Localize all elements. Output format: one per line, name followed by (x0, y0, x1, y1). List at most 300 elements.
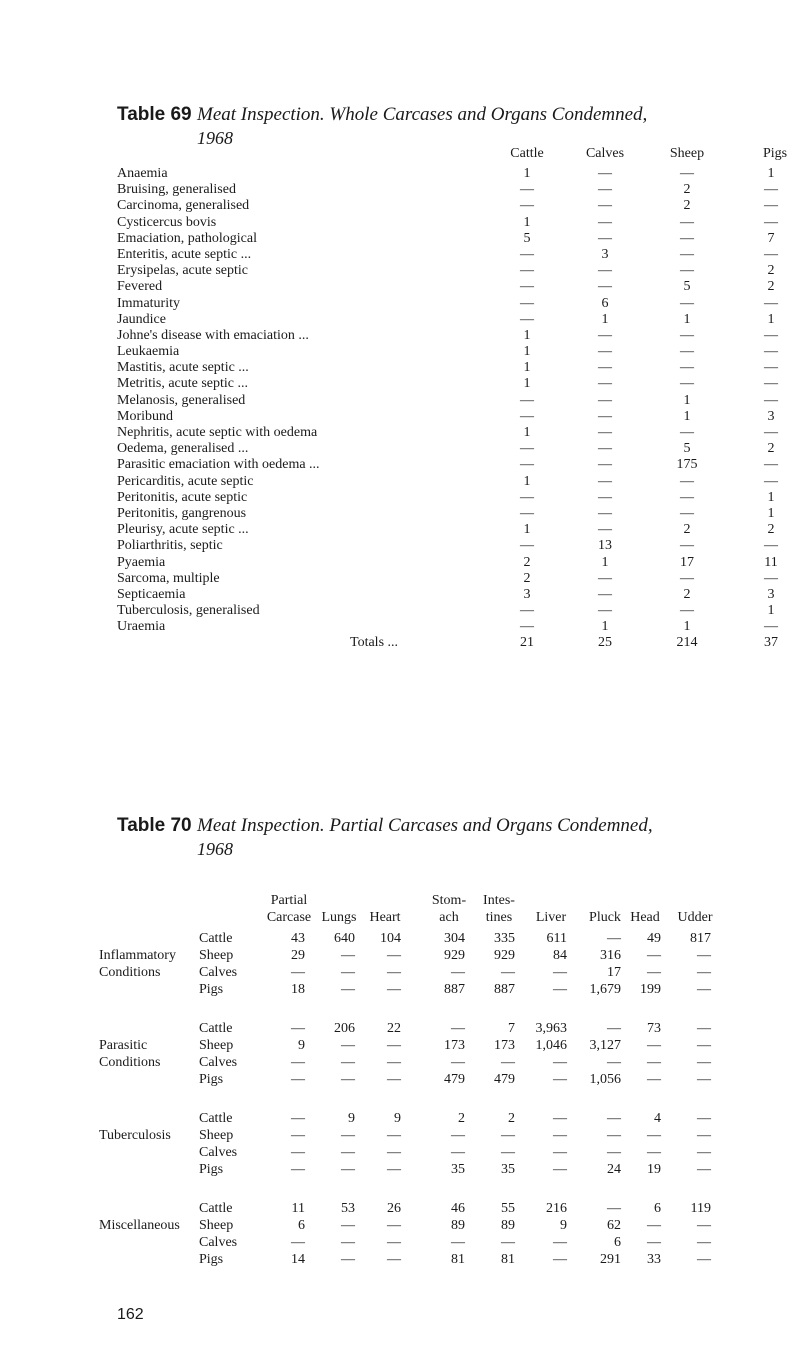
table-cell: — (697, 1055, 711, 1070)
table-cell: 24 (607, 1162, 621, 1177)
cell-pigs: — (764, 246, 778, 262)
cell-cattle: 3 (523, 586, 531, 602)
cell-calves: — (598, 392, 612, 408)
col-header-line1 (665, 892, 725, 909)
condition-label: Mastitis, acute septic ... (117, 360, 249, 376)
cell-sheep: 1 (683, 619, 691, 635)
table-cell: — (647, 965, 661, 980)
table-cell: 19 (647, 1162, 661, 1177)
cell-sheep: 5 (683, 441, 691, 457)
cell-sheep: — (680, 360, 694, 376)
table-cell: — (647, 1055, 661, 1070)
cell-calves: — (598, 198, 612, 214)
table-row (117, 1037, 797, 1054)
cell-pigs: 1 (767, 505, 775, 521)
table-row (117, 215, 797, 231)
table-cell: — (697, 965, 711, 980)
cell-sheep: — (680, 327, 694, 343)
cell-calves: — (598, 230, 612, 246)
table-row (117, 296, 797, 312)
cell-cattle: — (520, 279, 534, 295)
cell-calves: — (598, 214, 612, 230)
cell-sheep: — (680, 230, 694, 246)
cell-pigs: — (764, 295, 778, 311)
cell-cattle: — (520, 441, 534, 457)
condition-label: Pericarditis, acute septic (117, 473, 254, 489)
table-cell: — (647, 1128, 661, 1143)
cell-cattle: 2 (523, 554, 531, 570)
table-row (117, 279, 797, 295)
table-cell: — (553, 1235, 567, 1250)
condition-label: Uraemia (117, 619, 166, 635)
cell-sheep: — (680, 295, 694, 311)
cell-pigs: 7 (767, 230, 775, 246)
cell-sheep: 175 (676, 457, 698, 473)
cell-calves: 1 (601, 554, 609, 570)
table-cell: — (341, 1055, 355, 1070)
cell-calves: — (598, 344, 612, 360)
table-cell: — (341, 965, 355, 980)
table-cell: — (647, 1145, 661, 1160)
table-row (117, 1234, 797, 1251)
table-cell: 199 (640, 982, 661, 997)
table-cell: — (341, 1038, 355, 1053)
species-label: Pigs (199, 982, 224, 997)
table-cell: — (291, 1128, 305, 1143)
species-label: Pigs (199, 1072, 224, 1087)
table-cell: — (647, 1218, 661, 1233)
species-label: Cattle (199, 931, 233, 946)
condition-label: Oedema, generalised ... (117, 441, 249, 457)
species-label: Calves (199, 965, 238, 980)
table-cell: — (451, 1235, 465, 1250)
cell-pigs: — (764, 392, 778, 408)
cell-cattle: — (520, 263, 534, 279)
table-cell: — (387, 1038, 401, 1053)
table-cell: — (387, 1235, 401, 1250)
table-row (117, 964, 797, 981)
cell-cattle: 1 (523, 327, 531, 343)
cell-cattle: 1 (523, 214, 531, 230)
cell-cattle: 1 (523, 166, 531, 181)
cell-pigs: — (764, 457, 778, 473)
table-row (117, 555, 797, 571)
table-cell: 173 (444, 1038, 465, 1053)
condition-label: Fevered (117, 279, 163, 295)
condition-label: Moribund (117, 408, 173, 424)
table-row (117, 1251, 797, 1268)
table-row (117, 522, 797, 538)
table-cell: 17 (607, 965, 621, 980)
cell-pigs: 2 (767, 263, 775, 279)
cell-sheep: — (680, 538, 694, 554)
table-cell: 26 (387, 1201, 401, 1216)
condition-label: Pyaemia (117, 554, 166, 570)
table-row (117, 1110, 797, 1127)
condition-label: Sarcoma, multiple (117, 570, 220, 586)
table-cell: — (647, 948, 661, 963)
condition-label: Anaemia (117, 166, 168, 181)
table-row (117, 247, 797, 263)
cell-sheep: — (680, 489, 694, 505)
table-cell: — (501, 1055, 515, 1070)
cell-sheep: 17 (680, 554, 694, 570)
cell-sheep: — (680, 376, 694, 392)
cell-cattle: — (520, 392, 534, 408)
row-group (99, 1020, 797, 1102)
cell-cattle: — (520, 182, 534, 198)
condition-label: Melanosis, generalised (117, 392, 246, 408)
table-cell: — (341, 1072, 355, 1087)
condition-label: Carcinoma, generalised (117, 198, 250, 214)
cell-calves: — (598, 376, 612, 392)
table-cell: 9 (394, 1111, 401, 1126)
table-cell: 84 (553, 948, 567, 963)
cell-calves: — (598, 522, 612, 538)
table-69-body (117, 166, 797, 635)
table-cell: 89 (501, 1218, 515, 1233)
table-cell: 89 (451, 1218, 465, 1233)
table-cell: — (387, 982, 401, 997)
table-row (117, 1200, 797, 1217)
table-cell: — (697, 1145, 711, 1160)
table-cell: 817 (690, 931, 711, 946)
cell-pigs: — (764, 376, 778, 392)
table-cell: 33 (647, 1252, 661, 1267)
row-group (99, 930, 797, 1012)
table-cell: 62 (607, 1218, 621, 1233)
table-cell: 18 (291, 982, 305, 997)
table-cell: 316 (600, 948, 621, 963)
col-header-line2: Carcase (266, 910, 312, 925)
table-cell: 291 (600, 1252, 621, 1267)
species-label: Pigs (199, 1252, 224, 1267)
table-70-heading (117, 815, 653, 860)
condition-label: Peritonitis, gangrenous (117, 505, 247, 521)
table-cell: — (501, 1235, 515, 1250)
table-row (117, 166, 797, 182)
species-label: Calves (199, 1235, 238, 1250)
species-label: Calves (199, 1145, 238, 1160)
table-row (117, 182, 797, 198)
table-cell: 479 (444, 1072, 465, 1087)
cell-pigs: — (764, 619, 778, 635)
table-cell: — (607, 1021, 621, 1036)
table-row (117, 376, 797, 392)
table-cell: — (387, 1162, 401, 1177)
cell-pigs: — (764, 198, 778, 214)
table-cell: — (553, 1111, 567, 1126)
table-cell: — (387, 1145, 401, 1160)
table-cell: — (647, 1038, 661, 1053)
cell-sheep: — (680, 570, 694, 586)
condition-label: Pleurisy, acute septic ... (117, 522, 249, 538)
col-header-line2: Heart (369, 910, 401, 925)
table-row (117, 344, 797, 360)
table-cell: — (341, 1128, 355, 1143)
col-header-sheep: Sheep (669, 146, 705, 161)
table-cell: — (341, 1145, 355, 1160)
table-cell: 887 (444, 982, 465, 997)
table-cell: 206 (334, 1021, 355, 1036)
condition-label: Jaundice (117, 311, 166, 327)
cell-calves: 1 (601, 311, 609, 327)
cell-calves: — (598, 166, 612, 181)
table-cell: — (647, 1235, 661, 1250)
cell-pigs: 2 (767, 522, 775, 538)
table-cell: — (553, 982, 567, 997)
table-cell: — (291, 1055, 305, 1070)
col-header-line2: ach (439, 910, 459, 925)
table-cell: — (607, 1145, 621, 1160)
table-row (117, 393, 797, 409)
species-label: Calves (199, 1055, 238, 1070)
totals-label: Totals ... (350, 635, 399, 651)
table-row (117, 506, 797, 522)
cell-cattle: — (520, 457, 534, 473)
table-cell: 46 (451, 1201, 465, 1216)
cell-cattle: — (520, 538, 534, 554)
cell-pigs: — (764, 538, 778, 554)
condition-label: Enteritis, acute septic ... (117, 246, 252, 262)
table-cell: — (697, 1021, 711, 1036)
totals-calves: 25 (598, 635, 612, 651)
condition-label: Immaturity (117, 295, 180, 311)
col-header (355, 892, 415, 926)
cell-pigs: — (764, 360, 778, 376)
table-cell: 6 (614, 1235, 621, 1250)
cell-sheep: — (680, 214, 694, 230)
cell-pigs: — (764, 425, 778, 440)
cell-calves: — (598, 263, 612, 279)
cell-pigs: — (764, 344, 778, 360)
cell-calves: — (598, 489, 612, 505)
table-cell: — (451, 1055, 465, 1070)
cell-sheep: 2 (683, 586, 691, 602)
table-cell: — (607, 1201, 621, 1216)
table-cell: 11 (291, 1201, 305, 1216)
species-label: Pigs (199, 1162, 224, 1177)
table-cell: — (501, 965, 515, 980)
table-cell: — (291, 1111, 305, 1126)
table-cell: — (697, 1072, 711, 1087)
cell-sheep: 1 (683, 392, 691, 408)
cell-pigs: — (764, 182, 778, 198)
table-row (117, 981, 797, 998)
table-cell: 81 (501, 1252, 515, 1267)
cell-pigs: 1 (767, 166, 775, 181)
cell-pigs: — (764, 327, 778, 343)
table-cell: — (697, 1252, 711, 1267)
col-header-pigs: Pigs (762, 146, 788, 161)
table-cell: — (341, 1235, 355, 1250)
cell-cattle: — (520, 619, 534, 635)
table-cell: — (697, 1235, 711, 1250)
species-label: Cattle (199, 1201, 233, 1216)
table-cell: — (553, 1072, 567, 1087)
cell-calves: — (598, 570, 612, 586)
table-cell: — (553, 1055, 567, 1070)
table-cell: — (291, 1235, 305, 1250)
table-cell: 3,127 (589, 1038, 621, 1053)
col-header-cattle: Cattle (510, 146, 544, 161)
col-header-line1: Stom- (431, 893, 467, 908)
table-cell: — (697, 1038, 711, 1053)
table-cell: — (697, 982, 711, 997)
cell-pigs: — (764, 473, 778, 489)
table-row (117, 603, 797, 619)
table-69-number: Table 69 (117, 104, 192, 125)
totals-sheep: 214 (676, 635, 698, 651)
table-row (117, 490, 797, 506)
cell-calves: — (598, 473, 612, 489)
condition-label: Emaciation, pathological (117, 230, 257, 246)
table-cell: 216 (546, 1201, 567, 1216)
table-cell: 35 (451, 1162, 465, 1177)
species-label: Cattle (199, 1021, 233, 1036)
table-cell: — (697, 1128, 711, 1143)
cell-cattle: — (520, 505, 534, 521)
table-cell: — (451, 965, 465, 980)
table-row (117, 1217, 797, 1234)
table-row (117, 198, 797, 214)
table-cell: — (553, 1145, 567, 1160)
cell-sheep: — (680, 425, 694, 440)
cell-calves: 3 (601, 246, 609, 262)
table-cell: — (607, 1111, 621, 1126)
cell-sheep: — (680, 246, 694, 262)
table-cell: — (341, 948, 355, 963)
cell-cattle: — (520, 246, 534, 262)
condition-label: Johne's disease with emaciation ... (117, 327, 309, 343)
cell-calves: — (598, 505, 612, 521)
cell-calves: 1 (601, 619, 609, 635)
table-row (117, 360, 797, 376)
cell-sheep: — (680, 263, 694, 279)
table-69-heading (117, 104, 647, 149)
table-row (117, 930, 797, 947)
condition-label: Leukaemia (117, 344, 180, 360)
table-cell: — (387, 1055, 401, 1070)
table-cell: 14 (291, 1252, 305, 1267)
table-cell: — (647, 1072, 661, 1087)
table-cell: 929 (444, 948, 465, 963)
table-row (117, 1071, 797, 1088)
cell-cattle: — (520, 489, 534, 505)
condition-label: Bruising, generalised (117, 182, 236, 198)
cell-sheep: 2 (683, 182, 691, 198)
cell-calves: — (598, 586, 612, 602)
table-70-header-row (117, 892, 797, 930)
table-cell: — (553, 1252, 567, 1267)
table-cell: 55 (501, 1201, 515, 1216)
table-row (117, 312, 797, 328)
row-group (99, 1200, 797, 1282)
table-row (117, 587, 797, 603)
table-row (117, 425, 797, 441)
table-cell: — (387, 965, 401, 980)
cell-sheep: — (680, 473, 694, 489)
table-row (117, 409, 797, 425)
table-70-number: Table 70 (117, 815, 192, 836)
table-cell: — (387, 948, 401, 963)
condition-label: Erysipelas, acute septic (117, 263, 249, 279)
table-row (117, 1020, 797, 1037)
col-header (469, 892, 529, 926)
cell-sheep: — (680, 603, 694, 619)
cell-pigs: 2 (767, 279, 775, 295)
table-row (117, 441, 797, 457)
col-header-line2: tines (485, 910, 513, 925)
cell-sheep: 5 (683, 279, 691, 295)
table-cell: — (553, 965, 567, 980)
group-label: Tuberculosis (99, 1128, 171, 1143)
cell-cattle: 1 (523, 473, 531, 489)
cell-calves: — (598, 182, 612, 198)
table-cell: 53 (341, 1201, 355, 1216)
table-row (117, 1161, 797, 1178)
col-header-calves: Calves (585, 146, 625, 161)
table-row (117, 231, 797, 247)
table-cell: 887 (494, 982, 515, 997)
table-cell: 7 (508, 1021, 515, 1036)
table-cell: 2 (458, 1111, 465, 1126)
table-row (117, 474, 797, 490)
cell-calves: — (598, 360, 612, 376)
condition-label: Poliarthritis, septic (117, 538, 223, 554)
col-header-line1 (521, 892, 581, 909)
table-row (117, 263, 797, 279)
table-cell: — (451, 1021, 465, 1036)
cell-calves: — (598, 408, 612, 424)
cell-cattle: 1 (523, 376, 531, 392)
table-cell: 173 (494, 1038, 515, 1053)
table-69-header-row (117, 146, 797, 166)
table-70-title: Meat Inspection. Partial Carcases and Organs Condemned, (197, 815, 653, 836)
table-cell: — (291, 1145, 305, 1160)
cell-calves: 13 (598, 538, 612, 554)
table-69-totals-row (117, 635, 797, 651)
group-label: Inflammatory Conditions (99, 948, 176, 980)
table-cell: 49 (647, 931, 661, 946)
table-cell: — (607, 1055, 621, 1070)
cell-pigs: 1 (767, 311, 775, 327)
condition-label: Metritis, acute septic ... (117, 376, 249, 392)
condition-label: Peritonitis, acute septic (117, 489, 248, 505)
cell-sheep: — (680, 166, 694, 181)
table-row (117, 1127, 797, 1144)
table-cell: — (291, 1162, 305, 1177)
condition-label: Tuberculosis, generalised (117, 603, 260, 619)
table-row (117, 571, 797, 587)
cell-cattle: — (520, 311, 534, 327)
table-cell: 929 (494, 948, 515, 963)
species-label: Sheep (199, 1218, 234, 1233)
table-cell: — (387, 1218, 401, 1233)
table-cell: — (607, 931, 621, 946)
table-70 (99, 892, 797, 1282)
cell-cattle: 1 (523, 344, 531, 360)
table-cell: 22 (387, 1021, 401, 1036)
table-cell: 9 (348, 1111, 355, 1126)
cell-pigs: 11 (764, 554, 778, 570)
col-header-line2: Udder (677, 910, 713, 925)
table-cell: — (697, 948, 711, 963)
table-cell: 3,963 (535, 1021, 567, 1036)
cell-cattle: — (520, 198, 534, 214)
table-cell: 335 (494, 931, 515, 946)
table-cell: — (291, 1072, 305, 1087)
